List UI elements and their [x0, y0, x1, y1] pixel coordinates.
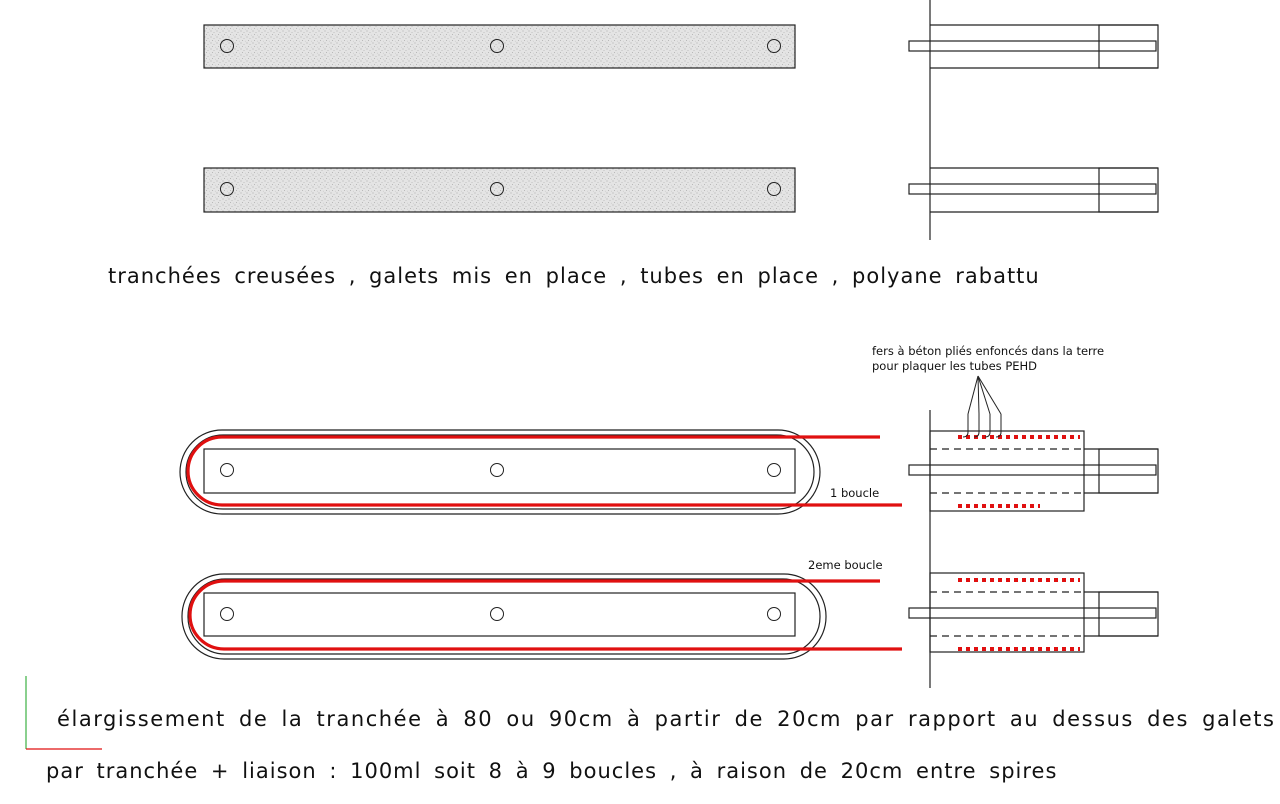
stake-circle-icon — [221, 464, 234, 477]
loop-2-label: 2eme boucle — [808, 558, 883, 572]
trench-plan-bottom-1 — [180, 430, 902, 514]
loop-1-label: 1 boucle — [830, 486, 880, 500]
pehd-loop-1 — [188, 437, 800, 505]
stake-circle-icon — [768, 608, 781, 621]
rebar-hook-icon — [974, 414, 979, 437]
caption-bottom-1: élargissement de la tranchée à 80 ou 90cm à partir de 20cm par rapport au dessus des galets — [57, 707, 1275, 731]
trench-section-top-2 — [909, 168, 1158, 212]
rebar-hook-icon — [963, 414, 968, 437]
stake-circle-icon — [768, 464, 781, 477]
trench-plan-top-2 — [204, 168, 795, 212]
rebar-hook-icon — [985, 414, 990, 437]
caption-top: tranchées creusées , galets mis en place , tubes en place , polyane rabattu — [108, 264, 1040, 288]
stake-circle-icon — [221, 608, 234, 621]
rebar-note-line1: fers à béton pliés enfoncés dans la terre — [872, 344, 1105, 358]
rebar-note-line2: pour plaquer les tubes PEHD — [872, 359, 1038, 373]
stake-circle-icon — [491, 464, 504, 477]
trench-plan-bottom-2 — [182, 574, 902, 659]
trench-plan-top-1 — [204, 25, 795, 68]
trench-section-bottom-2 — [909, 573, 1158, 652]
trench-section-top-1 — [909, 25, 1158, 68]
trench-section-bottom-1 — [909, 376, 1158, 511]
rebar-hook-icon — [996, 414, 1001, 437]
stake-circle-icon — [491, 608, 504, 621]
pehd-loop-2 — [190, 581, 800, 649]
caption-bottom-2: par tranchée + liaison : 100ml soit 8 à 9 boucles , à raison de 20cm entre spires — [46, 759, 1058, 783]
